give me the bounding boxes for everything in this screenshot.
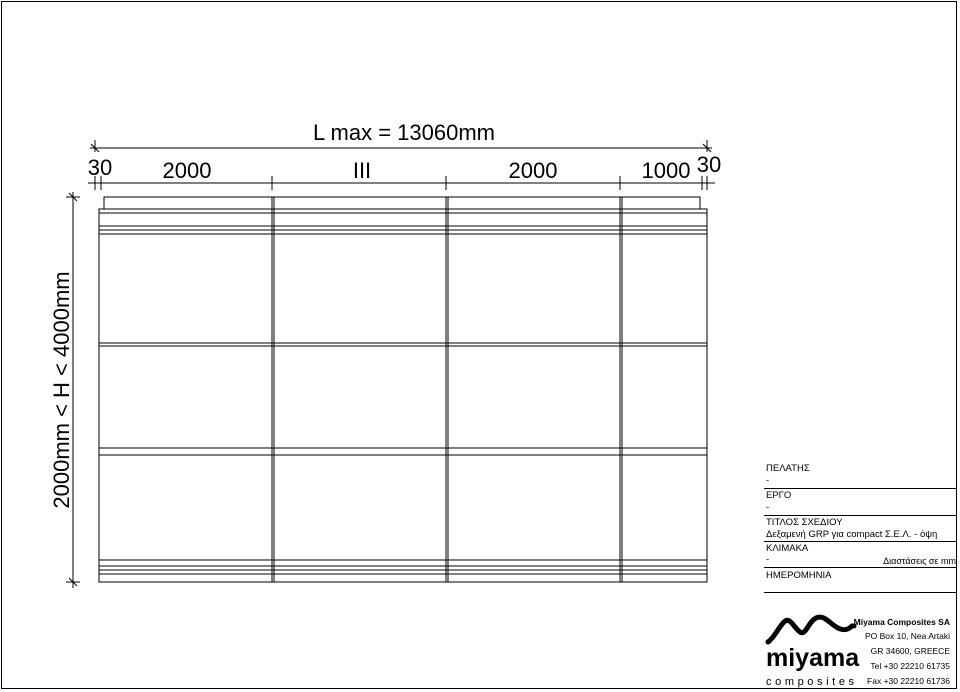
logo-wordmark: miyama (766, 644, 860, 672)
height-dimension-label: 2000mm < H < 4000mm (49, 271, 74, 509)
title-block-divider (764, 488, 956, 489)
scale-label: ΚΛΙΜΑΚΑ (766, 543, 809, 554)
company-tel: Tel +30 22210 61735 (870, 661, 950, 671)
dim-label-left-30: 30 (87, 155, 113, 180)
overall-length-label: L max = 13060mm (313, 120, 495, 145)
scale-value: - (766, 554, 770, 565)
date-label: ΗΜΕΡΟΜΗΝΙΑ (766, 570, 832, 581)
company-address-line1: PO Box 10, Nea Artaki (864, 631, 950, 641)
company-name: Miyama Composites SA (853, 617, 950, 627)
dim-label-right-30: 30 (696, 152, 722, 177)
drawing-title-label: ΤΙΤΛΟΣ ΣΧΕΔΙΟΥ (766, 517, 843, 528)
title-block-divider (764, 515, 956, 516)
dim-label-segment-3: 2000 (508, 158, 558, 183)
miyama-logo (764, 608, 864, 688)
client-label: ΠΕΛΑΤΗΣ (766, 463, 810, 474)
company-address-line2: GR 34600, GREECE (870, 646, 950, 656)
drawing-title-value: Δεξαμενή GRP για compact Σ.Ε.Λ. - όψη (766, 529, 938, 540)
tank-elevation (99, 197, 707, 582)
project-label: ΕΡΓΟ (766, 490, 792, 501)
dim-label-segment-4: 1000 (641, 158, 691, 183)
company-fax: Fax +30 22210 61736 (867, 676, 950, 686)
company-block (764, 608, 958, 690)
units-note: Διαστάσεις σε mm (883, 556, 956, 566)
title-block-divider (764, 567, 956, 568)
dim-label-segment-2: III (352, 158, 372, 183)
logo-subtext: composites (766, 676, 858, 688)
title-block-divider (764, 592, 956, 593)
project-value: - (766, 502, 770, 513)
client-value: - (766, 475, 770, 486)
dim-label-segment-1: 2000 (162, 158, 212, 183)
title-block-divider (764, 541, 956, 542)
